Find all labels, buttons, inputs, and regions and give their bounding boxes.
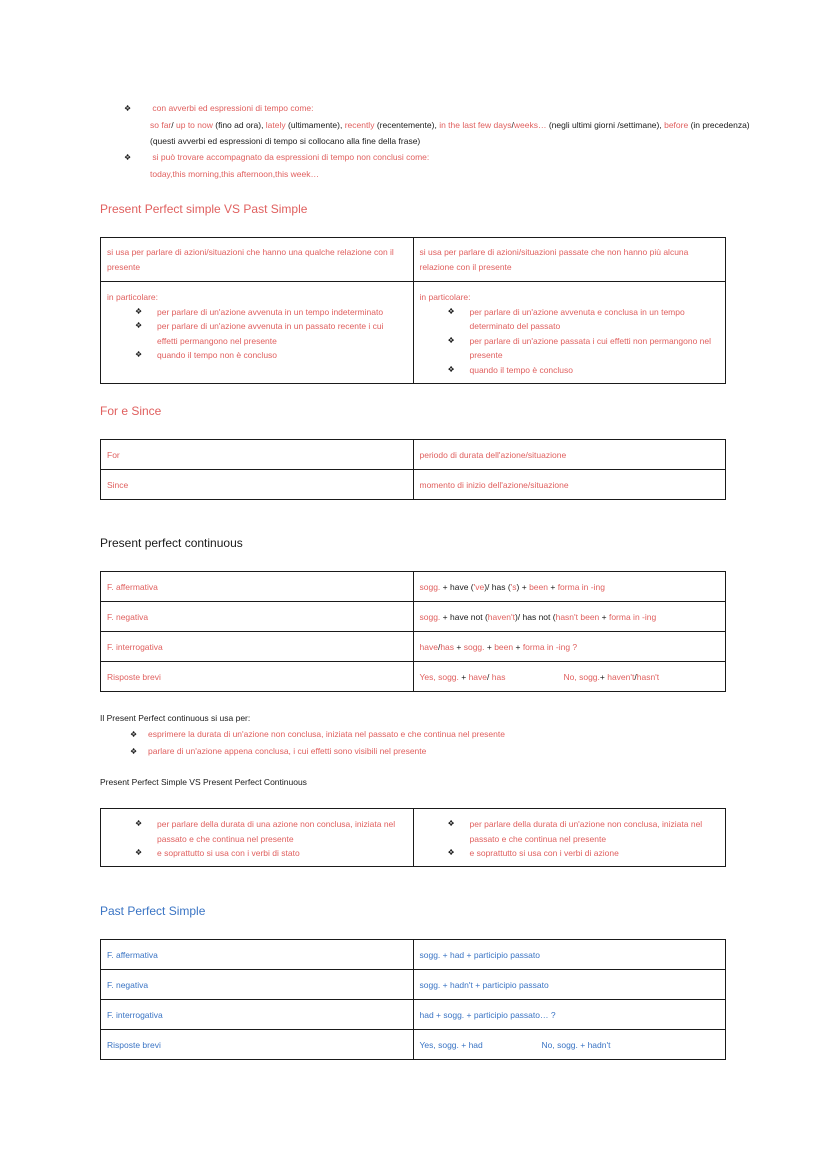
diamond-bullet-icon: ❖ <box>447 335 455 345</box>
pps-usage-cell <box>101 809 414 867</box>
list-item: ❖ per parlare di un'azione avvenuta e conclusa in un tempo determinato del passato <box>447 306 685 331</box>
table-cell: momento di inizio dell'azione/situazione <box>413 470 726 500</box>
table-cell: periodo di durata dell'azione/situazione <box>413 440 726 470</box>
table-row <box>101 470 726 500</box>
table-row <box>101 1000 726 1030</box>
table-row <box>101 1030 726 1060</box>
intro-bullet-2: ❖ si può trovare accompagnato da espressioni di tempo non conclusi come: <box>124 149 750 166</box>
table-row <box>101 662 726 692</box>
section-title-past-perfect: Past Perfect Simple <box>100 904 206 918</box>
diamond-bullet-icon: ❖ <box>135 819 143 828</box>
table-cell: F. affermativa <box>101 940 414 970</box>
diamond-bullet-icon: ❖ <box>447 306 455 316</box>
intro-bullet-1: ❖ con avverbi ed espressioni di tempo come: <box>124 100 750 117</box>
pps-head-cell: si usa per parlare di azioni/situazioni che hanno una qualche relazione con il presente <box>101 238 414 282</box>
ppc-usage <box>100 710 505 760</box>
diamond-bullet-icon: ❖ <box>124 104 132 113</box>
table-cell: Yes, sogg. + had No, sogg. + hadn't <box>413 1030 726 1060</box>
ppc-usage-lead: Il Present Perfect continuous si usa per: <box>100 713 251 723</box>
table-cell: have/has + sogg. + been + forma in -ing ? <box>413 632 726 662</box>
diamond-bullet-icon: ❖ <box>135 848 143 857</box>
diamond-bullet-icon: ❖ <box>447 364 455 374</box>
intro-bullet-1-examples: so far/ up to now (fino ad ora), lately (ultimamente), recently (recentemente), in the last few days/weeks… (negli ultimi giorni /settimane), before (in precedenza) <box>150 120 750 130</box>
table-row <box>101 602 726 632</box>
ppc-usage-list <box>420 817 720 861</box>
diamond-bullet-icon: ❖ <box>135 306 143 316</box>
table-cell: sogg. + hadn't + participio passato <box>413 970 726 1000</box>
diamond-bullet-icon: ❖ <box>135 321 143 330</box>
pps-vs-ps-table <box>100 237 726 384</box>
list-item: ❖ per parlare di un'azione passata i cui effetti non permangono nel presente <box>447 335 712 360</box>
table-cell: sogg. + have not (haven't)/ has not (hasn't been + forma in -ing <box>413 602 726 632</box>
ps-head-cell: si usa per parlare di azioni/situazioni passate che non hanno più alcuna relazione con il presente <box>413 238 726 282</box>
list-item: ❖ quando il tempo è concluso <box>420 363 720 378</box>
table-cell: Risposte brevi <box>101 1030 414 1060</box>
table-cell: F. affermativa <box>101 572 414 602</box>
pps-usage-list <box>107 817 407 861</box>
pps-detail-cell <box>101 282 414 384</box>
ps-detail-cell <box>413 282 726 384</box>
table-cell: sogg. + had + participio passato <box>413 940 726 970</box>
pps-detail-list <box>107 305 407 363</box>
diamond-bullet-icon: ❖ <box>130 747 138 756</box>
table-row <box>101 632 726 662</box>
table-cell: had + sogg. + participio passato… ? <box>413 1000 726 1030</box>
table-cell: F. interrogativa <box>101 632 414 662</box>
table-cell: For <box>101 440 414 470</box>
intro-section <box>124 100 750 182</box>
list-item: ❖ quando il tempo non è concluso <box>107 348 407 363</box>
list-item: ❖ e soprattutto si usa con i verbi di stato <box>107 846 407 861</box>
table-row <box>101 440 726 470</box>
table-cell: Yes, sogg. + have/ has No, sogg.+ haven't/hasn't <box>413 662 726 692</box>
diamond-bullet-icon: ❖ <box>447 848 455 857</box>
list-item: ❖ per parlare di un'azione avvenuta in un passato recente i cui effetti permangono nel presente <box>135 321 384 346</box>
table-cell: F. negativa <box>101 970 414 1000</box>
section-title-pps-vs-ppc: Present Perfect Simple VS Present Perfect Continuous <box>100 777 307 787</box>
list-item: ❖ per parlare di un'azione avvenuta in un tempo indeterminato <box>107 305 407 320</box>
table-cell: F. interrogativa <box>101 1000 414 1030</box>
section-title-pps-vs-ps: Present Perfect simple VS Past Simple <box>100 202 308 216</box>
table-row <box>101 572 726 602</box>
table-cell: F. negativa <box>101 602 414 632</box>
ppc-table <box>100 571 726 692</box>
intro-bullet-2-examples: today,this morning,this afternoon,this week… <box>150 169 319 179</box>
intro-bullet-1-note: (questi avverbi ed espressioni di tempo si collocano alla fine della frase) <box>150 136 421 146</box>
table-row <box>101 940 726 970</box>
table-cell: sogg. + have ('ve)/ has ('s) + been + forma in -ing <box>413 572 726 602</box>
ps-detail-label: in particolare: <box>419 292 471 302</box>
pps-vs-ppc-table <box>100 808 726 867</box>
list-item: ❖ e soprattutto si usa con i verbi di azione <box>420 846 720 861</box>
list-item: ❖ per parlare della durata di un'azione non conclusa, iniziata nel passato e che continua nel presente <box>447 819 703 844</box>
diamond-bullet-icon: ❖ <box>135 350 143 359</box>
diamond-bullet-icon: ❖ <box>447 819 455 828</box>
section-title-for-since: For e Since <box>100 404 162 418</box>
list-item: ❖ per parlare della durata di una azione non conclusa, iniziata nel passato e che continua nel presente <box>135 819 396 844</box>
list-item: ❖ esprimere la durata di un'azione non conclusa, iniziata nel passato e che continua nel presente <box>100 726 505 743</box>
ppc-usage-cell <box>413 809 726 867</box>
past-perfect-table <box>100 939 726 1060</box>
diamond-bullet-icon: ❖ <box>124 153 132 162</box>
for-since-table <box>100 439 726 500</box>
diamond-bullet-icon: ❖ <box>130 730 138 739</box>
table-cell: Risposte brevi <box>101 662 414 692</box>
list-item: ❖ parlare di un'azione appena conclusa, i cui effetti sono visibili nel presente <box>100 743 505 760</box>
section-title-ppc: Present perfect continuous <box>100 536 243 550</box>
table-row <box>101 970 726 1000</box>
table-cell: Since <box>101 470 414 500</box>
ps-detail-list <box>420 305 720 378</box>
pps-detail-label: in particolare: <box>107 292 159 302</box>
